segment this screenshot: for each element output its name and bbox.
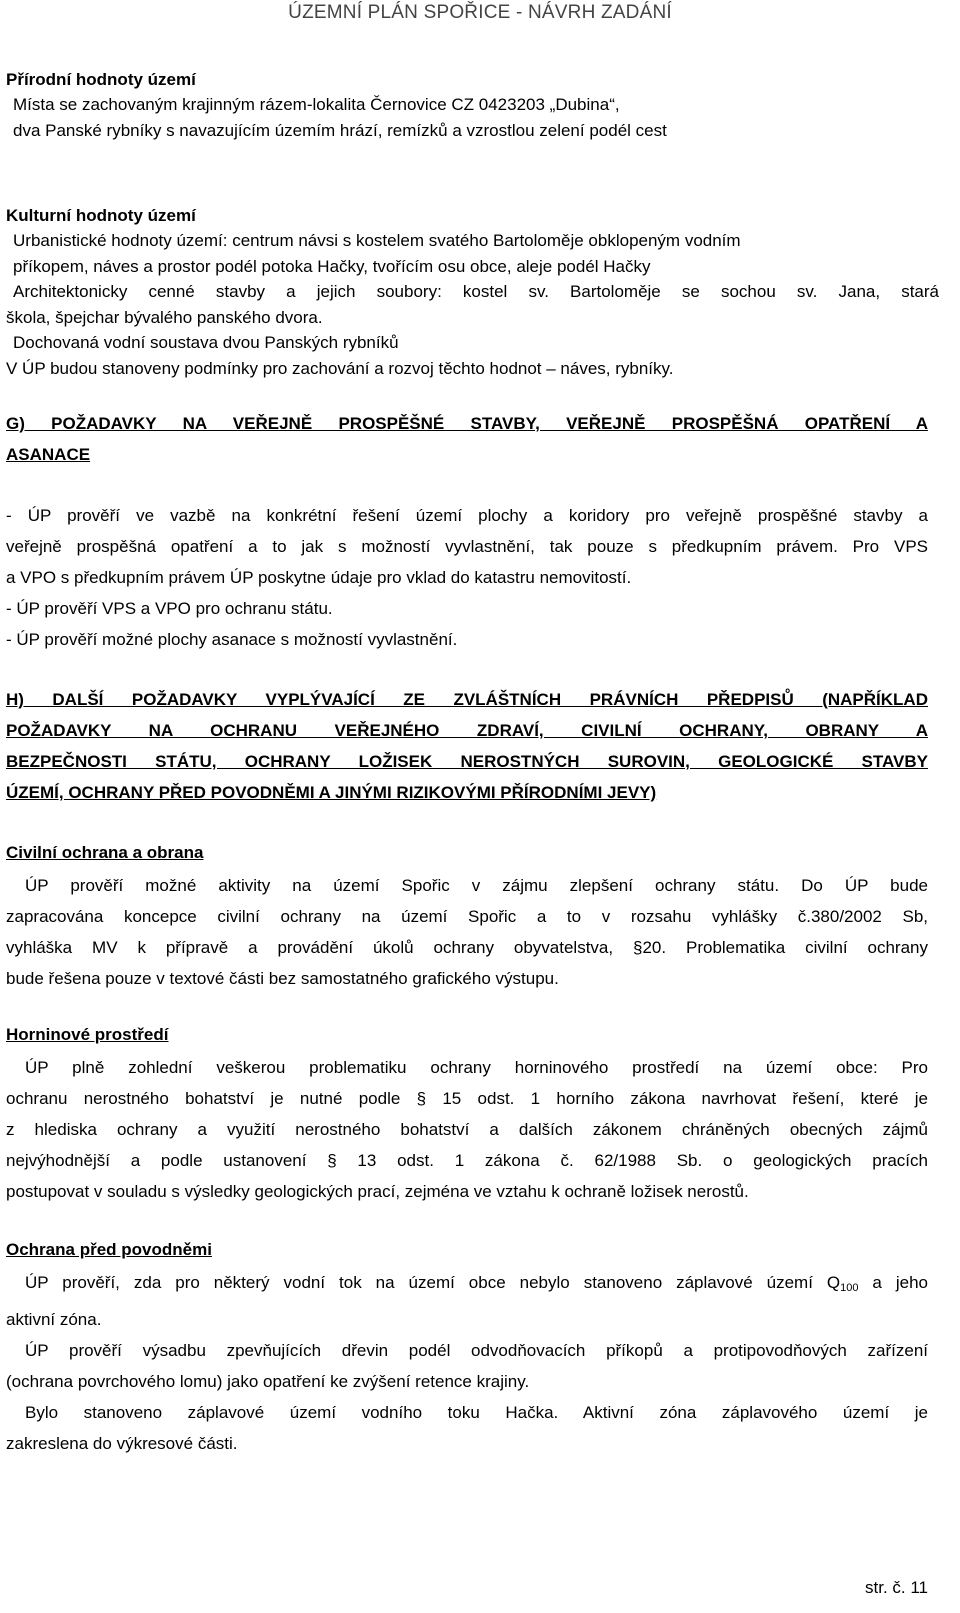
- text-segment: a jeho: [858, 1273, 928, 1292]
- page-number: str. č. 11: [865, 1578, 928, 1597]
- section-g-text: [6, 500, 928, 655]
- page-header: ÚZEMNÍ PLÁN SPOŘICE - NÁVRH ZADÁNÍ: [288, 2, 672, 23]
- text-line: aktivní zóna.: [6, 1310, 102, 1329]
- text-line: nejvýhodnější a podle ustanovení § 13 odst. 1 zákona č. 62/1988 Sb. o geologických pracích: [6, 1151, 928, 1170]
- text-line: Místa se zachovaným krajinným rázem-lokalita Černovice CZ 0423203 „Dubina“,: [13, 95, 620, 114]
- text-line: škola, špejchar bývalého panského dvora.: [6, 307, 323, 327]
- text-line: ÚP plně zohlední veškerou problematiku ochrany horninového prostředí na území obce: Pro: [25, 1058, 928, 1077]
- heading-line: H) DALŠÍ POŽADAVKY VYPLÝVAJÍCÍ ZE ZVLÁŠTNÍCH PRÁVNÍCH PŘEDPISŮ (NAPŘÍKLAD: [6, 690, 928, 709]
- section-povodne: [6, 1237, 928, 1459]
- text-line: z hlediska ochrany a využití nerostného bohatství a dalších zákonem chráněných obecných zájmů: [6, 1120, 928, 1139]
- text-line: Architektonicky cenné stavby a jejich soubory: kostel sv. Bartoloměje se sochou sv. Jana, stará: [13, 282, 939, 301]
- section-title: Přírodní hodnoty území: [6, 70, 196, 89]
- section-h: [6, 684, 928, 808]
- section-title: Horninové prostředí: [6, 1025, 169, 1044]
- text-line: Bylo stanoveno záplavové území vodního toku Hačka. Aktivní zóna záplavového území je: [25, 1403, 928, 1422]
- section-civilni: [6, 840, 928, 994]
- section-heading: [6, 684, 928, 808]
- text-line: dva Panské rybníky s navazujícím územím hrází, remízků a vzrostlou zelení podél cest: [13, 120, 667, 140]
- section-g: [6, 408, 928, 470]
- text-line: ochranu nerostného bohatství je nutné podle § 15 odst. 1 horního zákona navrhovat řešení, které je: [6, 1089, 928, 1108]
- text-line: - ÚP prověří možné plochy asanace s možností vyvlastnění.: [6, 630, 458, 649]
- heading-line: ASANACE: [6, 445, 91, 464]
- text-line: veřejně prospěšná opatření a to jak s možností vyvlastnění, tak pouze s předkupním právem. Pro VPS: [6, 537, 928, 556]
- text-line: ÚP prověří možné aktivity na území Spořic v zájmu zlepšení ochrany státu. Do ÚP bude: [25, 876, 928, 895]
- heading-line: G) POŽADAVKY NA VEŘEJNĚ PROSPĚŠNÉ STAVBY, VEŘEJNĚ PROSPĚŠNÁ OPATŘENÍ A: [6, 414, 928, 433]
- heading-line: POŽADAVKY NA OCHRANU VEŘEJNÉHO ZDRAVÍ, CIVILNÍ OCHRANY, OBRANY A: [6, 721, 928, 740]
- text-line: ÚP prověří výsadbu zpevňujících dřevin podél odvodňovacích příkopů a protipovodňových zařízení: [25, 1341, 928, 1360]
- section-kulturni: [6, 204, 956, 381]
- section-prirodni: [6, 68, 956, 143]
- text-line: zakreslena do výkresové části.: [6, 1434, 238, 1453]
- text-line: bude řešena pouze v textové části bez samostatného grafického výstupu.: [6, 969, 559, 988]
- heading-line: ÚZEMÍ, OCHRANY PŘED POVODNĚMI A JINÝMI RIZIKOVÝMI PŘÍRODNÍMI JEVY): [6, 783, 657, 802]
- text-line: V ÚP budou stanoveny podmínky pro zachování a rozvoj těchto hodnot – náves, rybníky.: [6, 358, 674, 378]
- text-line: vyhláška MV k přípravě a provádění úkolů ochrany obyvatelstva, §20. Problematika civilní ochrany: [6, 938, 928, 957]
- text-line: - ÚP prověří VPS a VPO pro ochranu státu.: [6, 599, 333, 618]
- text-segment: ÚP prověří, zda pro některý vodní tok na území obce nebylo stanoveno záplavové území Q: [25, 1273, 841, 1292]
- text-line: zapracována koncepce civilní ochrany na území Spořic a to v rozsahu vyhlášky č.380/2002 Sb,: [6, 907, 928, 926]
- text-line: [6, 1267, 928, 1304]
- section-title: Ochrana před povodněmi: [6, 1240, 212, 1259]
- text-line: (ochrana povrchového lomu) jako opatření ke zvýšení retence krajiny.: [6, 1372, 530, 1391]
- text-line: postupovat v souladu s výsledky geologických prací, zejména ve vztahu k ochraně ložisek nerostů.: [6, 1182, 749, 1201]
- section-title: Civilní ochrana a obrana: [6, 843, 204, 862]
- subscript: 100: [840, 1282, 859, 1294]
- text-line: Dochovaná vodní soustava dvou Panských rybníků: [13, 333, 399, 352]
- heading-line: BEZPEČNOSTI STÁTU, OCHRANY LOŽISEK NEROSTNÝCH SUROVIN, GEOLOGICKÉ STAVBY: [6, 752, 928, 771]
- section-heading: [6, 408, 928, 470]
- text-line: a VPO s předkupním právem ÚP poskytne údaje pro vklad do katastru nemovitostí.: [6, 568, 632, 587]
- text-line: Urbanistické hodnoty území: centrum návsi s kostelem svatého Bartoloměje obklopeným vodním: [13, 231, 741, 250]
- text-line: příkopem, náves a prostor podél potoka Hačky, tvořícím osu obce, aleje podél Hačky: [13, 256, 651, 276]
- text-line: - ÚP prověří ve vazbě na konkrétní řešení území plochy a koridory pro veřejně prospěšné stavby a: [6, 506, 928, 525]
- section-horninove: [6, 1022, 928, 1207]
- section-title: Kulturní hodnoty území: [6, 206, 196, 225]
